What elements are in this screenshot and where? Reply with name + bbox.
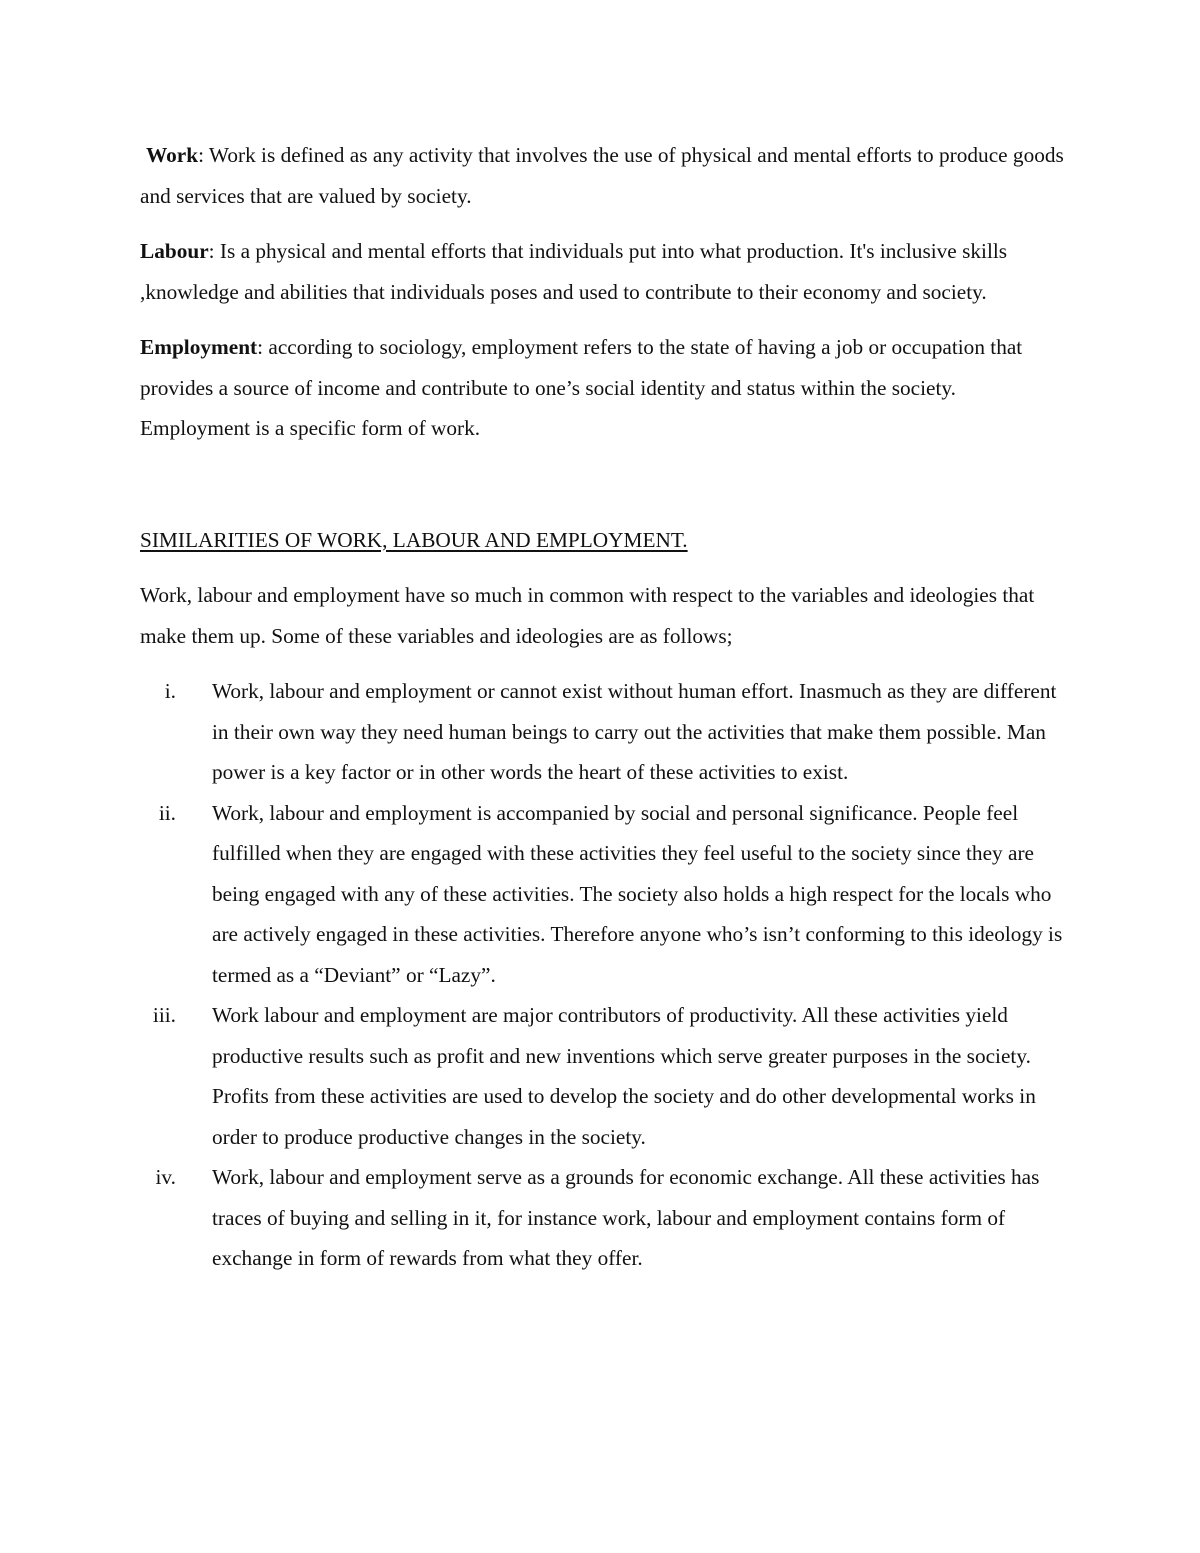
definition-labour xyxy=(140,231,1065,312)
list-item-number: iii. xyxy=(152,1003,176,1027)
list-item xyxy=(140,1157,1065,1279)
list-item-text: Work labour and employment are major contributors of productivity. All these activities yield productive results such as profit and new inventions which serve greater purposes in the society. Profits from these activities are used to develop the society and do other developmental works in order to produce productive changes in the society. xyxy=(212,1003,1036,1149)
section-heading: SIMILARITIES OF WORK, LABOUR AND EMPLOYMENT. xyxy=(140,527,688,552)
definition-term: Work xyxy=(146,143,199,167)
list-item xyxy=(140,671,1065,793)
list-item-text: Work, labour and employment serve as a grounds for economic exchange. All these activities has traces of buying and selling in it, for instance work, labour and employment contains form of exchange in form of rewards from what they offer. xyxy=(212,1165,1040,1270)
list-item-text: Work, labour and employment or cannot exist without human effort. Inasmuch as they are different in their own way they need human beings to carry out the activities that make them possible. Man power is a key factor or in other words the heart of these activities to exist. xyxy=(212,679,1057,784)
definition-text: : Is a physical and mental efforts that individuals put into what production. It's inclusive skills ,knowledge and abilities that individuals poses and used to contribute to their economy and society. xyxy=(140,239,1008,304)
similarities-list xyxy=(140,671,1065,1279)
list-item-text: Work, labour and employment is accompanied by social and personal significance. People feel fulfilled when they are engaged with these activities they feel useful to the society since they are being engaged with any of these activities. The society also holds a high respect for the locals who are actively engaged in these activities. Therefore anyone who’s isn’t conforming to this ideology is termed as a “Deviant” or “Lazy”. xyxy=(212,800,1063,987)
definition-text: : according to sociology, employment refers to the state of having a job or occupation that provides a source of income and contribute to one’s social identity and status within the society. Employment is a specific form of work. xyxy=(140,335,1023,440)
definition-text: : Work is defined as any activity that involves the use of physical and mental efforts to produce goods and services that are valued by society. xyxy=(140,143,1064,208)
definition-term: Employment xyxy=(140,335,258,359)
list-item-number: ii. xyxy=(158,800,176,825)
list-item-number: iv. xyxy=(155,1165,176,1189)
definition-employment xyxy=(140,327,1065,449)
section-intro: Work, labour and employment have so much in common with respect to the variables and ideologies that make them up. Some of these variables and ideologies are as follows; xyxy=(140,583,1035,648)
definition-term: Labour xyxy=(140,239,209,263)
list-item-number: i. xyxy=(164,679,176,703)
list-item xyxy=(140,793,1065,996)
list-item xyxy=(140,995,1065,1157)
document-body xyxy=(140,135,1065,1279)
definition-work xyxy=(140,135,1065,216)
